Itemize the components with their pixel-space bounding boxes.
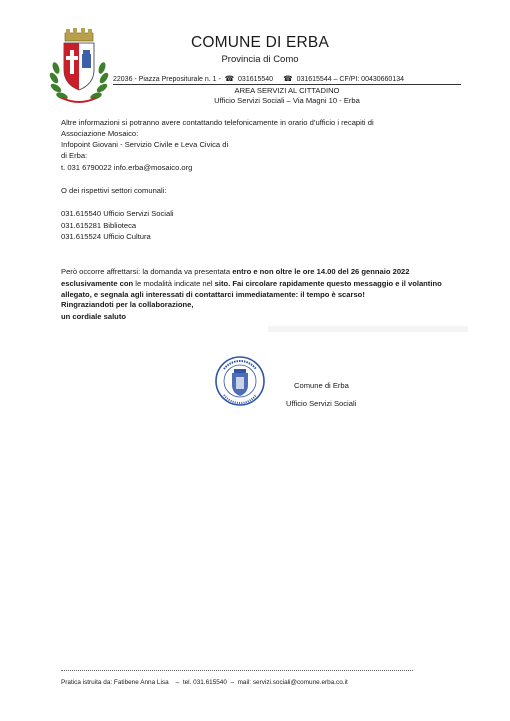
closing-line: un cordiale saluto <box>61 312 126 321</box>
deadline-date: entro e non oltre le ore 14.00 del 26 gennaio <box>232 267 391 276</box>
deadline-text: Però occorre affrettarsi: la domanda va presentata <box>61 267 233 276</box>
signature-entity: Comune di Erba <box>294 381 349 390</box>
list-item: 031.615524 Ufficio Cultura <box>61 232 151 241</box>
phone-number: 031615540 <box>238 76 274 83</box>
footer-divider <box>61 670 413 671</box>
info-line: di Erba: <box>61 151 88 160</box>
address-text: 22036 - Piazza Prepositurale n. 1 - <box>113 76 223 83</box>
contact-line <box>113 74 404 83</box>
fax-icon: ☎ <box>277 74 293 83</box>
office-heading: Ufficio Servizi Sociali – Via Magni 10 - Erba <box>214 96 360 105</box>
thanks-line: Ringraziandoti per la collaborazione, <box>61 300 194 309</box>
circulate-request: . Fai circolare rapidamente questo messaggio e il volantino allegato, e segnala agli interessati di contattarci immediatamente: il tempo è scarso! <box>61 278 442 299</box>
faint-divider <box>268 326 468 332</box>
official-stamp-icon <box>214 355 266 407</box>
signature-office: Ufficio Servizi Sociali <box>286 399 357 408</box>
fax-and-tax-code: 031615544 – CF/PI: 00430660134 <box>296 76 405 83</box>
settori-intro: O dei rispettivi settori comunali: <box>61 186 167 195</box>
deadline-exclusive: 2022 esclusivamente con <box>61 267 410 288</box>
list-item: 031.615281 Biblioteca <box>61 221 137 230</box>
municipality-title: COMUNE DI ERBA <box>190 34 329 51</box>
deadline-text: le modalità indicate nel <box>133 278 215 288</box>
phone-icon: ☎ <box>224 74 235 83</box>
municipal-crest-icon <box>48 26 110 104</box>
list-item: 031.615540 Ufficio Servizi Sociali <box>61 209 174 218</box>
footer-contact: Pratica istruita da: Fatibene Anna Lisa – tel. 031.615540 – mail: servizi.sociali@comune.erba.co.it <box>61 679 348 686</box>
header-divider <box>113 84 461 85</box>
area-heading: AREA SERVIZI AL CITTADINO <box>234 86 340 95</box>
info-line: Altre informazioni si potranno avere contattando telefonicamente in orario d’ufficio i recapiti di <box>61 118 374 127</box>
deadline-paragraph <box>61 266 461 301</box>
province-subtitle: Provincia di Como <box>221 54 299 65</box>
site-link[interactable]: sito <box>214 278 229 288</box>
info-line: Infopoint Giovani - Servizio Civile e Leva Civica di <box>61 140 229 149</box>
info-line: t. 031 6790022 info.erba@mosaico.org <box>61 163 193 172</box>
info-line: Associazione Mosaico: <box>61 129 139 138</box>
